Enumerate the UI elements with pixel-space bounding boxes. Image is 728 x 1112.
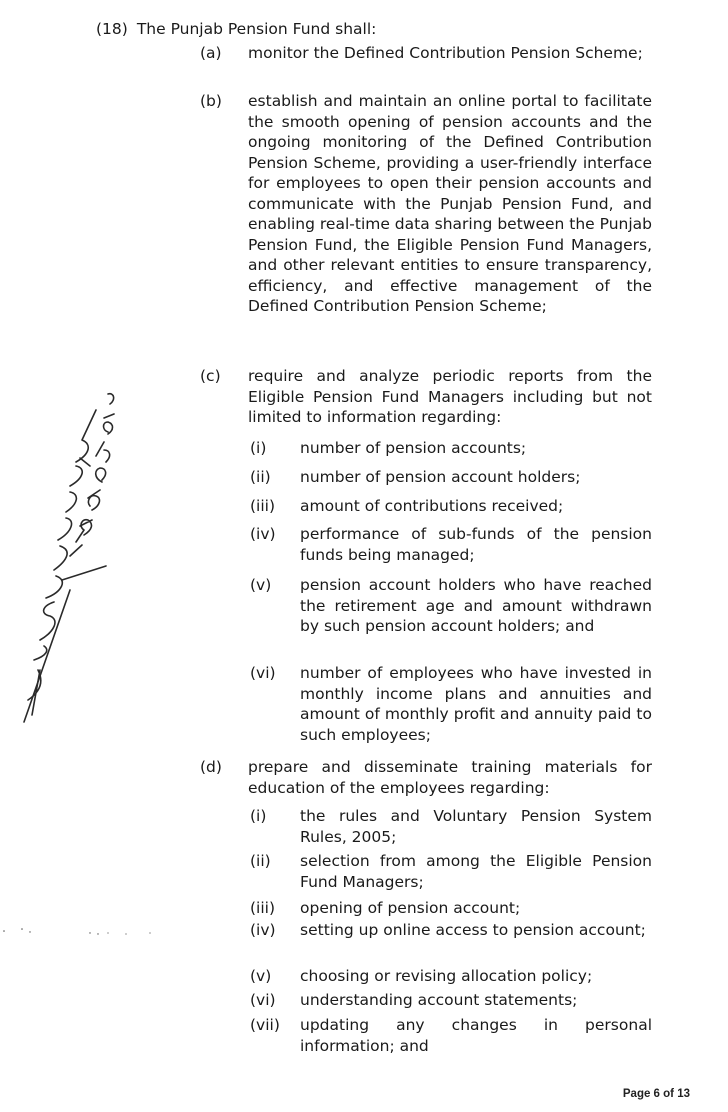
subclause-text: pension account holders who have reached the retirement age and amount withdrawn by such pension account holders; and	[300, 576, 652, 635]
clause-d-sub-i	[250, 806, 652, 847]
clause-d-sub-iii	[250, 898, 652, 919]
subclause-text: choosing or revising allocation policy;	[300, 967, 593, 985]
clause-c-sub-iv	[250, 524, 652, 565]
section-number: (18)	[96, 20, 128, 38]
subclause-label: (ii)	[250, 468, 271, 486]
section-heading	[96, 19, 376, 40]
clause-label: (c)	[200, 367, 221, 385]
subclause-label: (i)	[250, 807, 267, 825]
clause-text: monitor the Defined Contribution Pension Scheme;	[248, 44, 643, 62]
subclause-text: number of pension account holders;	[300, 468, 581, 486]
subclause-label: (v)	[250, 967, 272, 985]
subclause-text: understanding account statements;	[300, 991, 578, 1009]
subclause-label: (i)	[250, 439, 267, 457]
clause-d-sub-vi	[250, 990, 652, 1011]
subclause-text: amount of contributions received;	[300, 497, 564, 515]
clause-label: (a)	[200, 44, 222, 62]
subclause-label: (v)	[250, 576, 272, 594]
clause-d-sub-vii	[250, 1015, 652, 1056]
clause-c-sub-vi	[250, 663, 652, 745]
clause-text: prepare and disseminate training materials for education of the employees regarding:	[248, 758, 652, 797]
clause-c-sub-ii	[250, 467, 652, 488]
clause-c-sub-i	[250, 438, 652, 459]
subclause-label: (iv)	[250, 525, 276, 543]
page-number: Page 6 of 13	[622, 1088, 690, 1100]
subclause-label: (vii)	[250, 1016, 280, 1034]
clause-text: require and analyze periodic reports from the Eligible Pension Fund Managers including but not limited to information regarding:	[248, 367, 652, 426]
clause-d-sub-iv	[250, 920, 652, 941]
subclause-text: setting up online access to pension account;	[300, 921, 646, 939]
subclause-label: (iv)	[250, 921, 276, 939]
subclause-text: performance of sub-funds of the pension funds being managed;	[300, 525, 652, 564]
clause-label: (b)	[200, 92, 222, 110]
subclause-label: (ii)	[250, 852, 271, 870]
clause-c	[200, 366, 652, 428]
subclause-text: updating any changes in personal information; and	[300, 1016, 652, 1055]
clause-c-sub-iii	[250, 496, 652, 517]
clause-a	[200, 43, 652, 64]
clause-label: (d)	[200, 758, 222, 776]
clause-d	[200, 757, 652, 798]
clause-d-sub-v	[250, 966, 652, 987]
scan-artifact-dots	[0, 925, 170, 937]
clause-text: establish and maintain an online portal to facilitate the smooth opening of pension accounts and the ongoing monitoring of the Defined Contribution Pension Scheme, providing a user-friendly interface for employees to open their pension accounts and communicate with the Punjab Pension Fund, and enabling real-time data sharing between the Punjab Pension Fund, the Eligible Pension Fund Managers, and other relevant entities to ensure transparency, efficiency, and effective management of the Defined Contribution Pension Scheme;	[248, 92, 652, 315]
subclause-label: (iii)	[250, 497, 276, 515]
subclause-text: selection from among the Eligible Pension Fund Managers;	[300, 852, 652, 891]
subclause-label: (vi)	[250, 664, 276, 682]
subclause-text: number of employees who have invested in monthly income plans and annuities and amount of monthly profit and annuity paid to such employees;	[300, 664, 652, 744]
subclause-text: the rules and Voluntary Pension System Rules, 2005;	[300, 807, 652, 846]
section-title: The Punjab Pension Fund shall:	[136, 20, 377, 38]
clause-c-sub-v	[250, 575, 652, 637]
subclause-label: (vi)	[250, 991, 276, 1009]
subclause-text: opening of pension account;	[300, 899, 521, 917]
clause-d-sub-ii	[250, 851, 652, 892]
subclause-text: number of pension accounts;	[300, 439, 527, 457]
subclause-label: (iii)	[250, 899, 276, 917]
clause-b	[200, 91, 652, 317]
handwritten-signature	[10, 370, 120, 730]
